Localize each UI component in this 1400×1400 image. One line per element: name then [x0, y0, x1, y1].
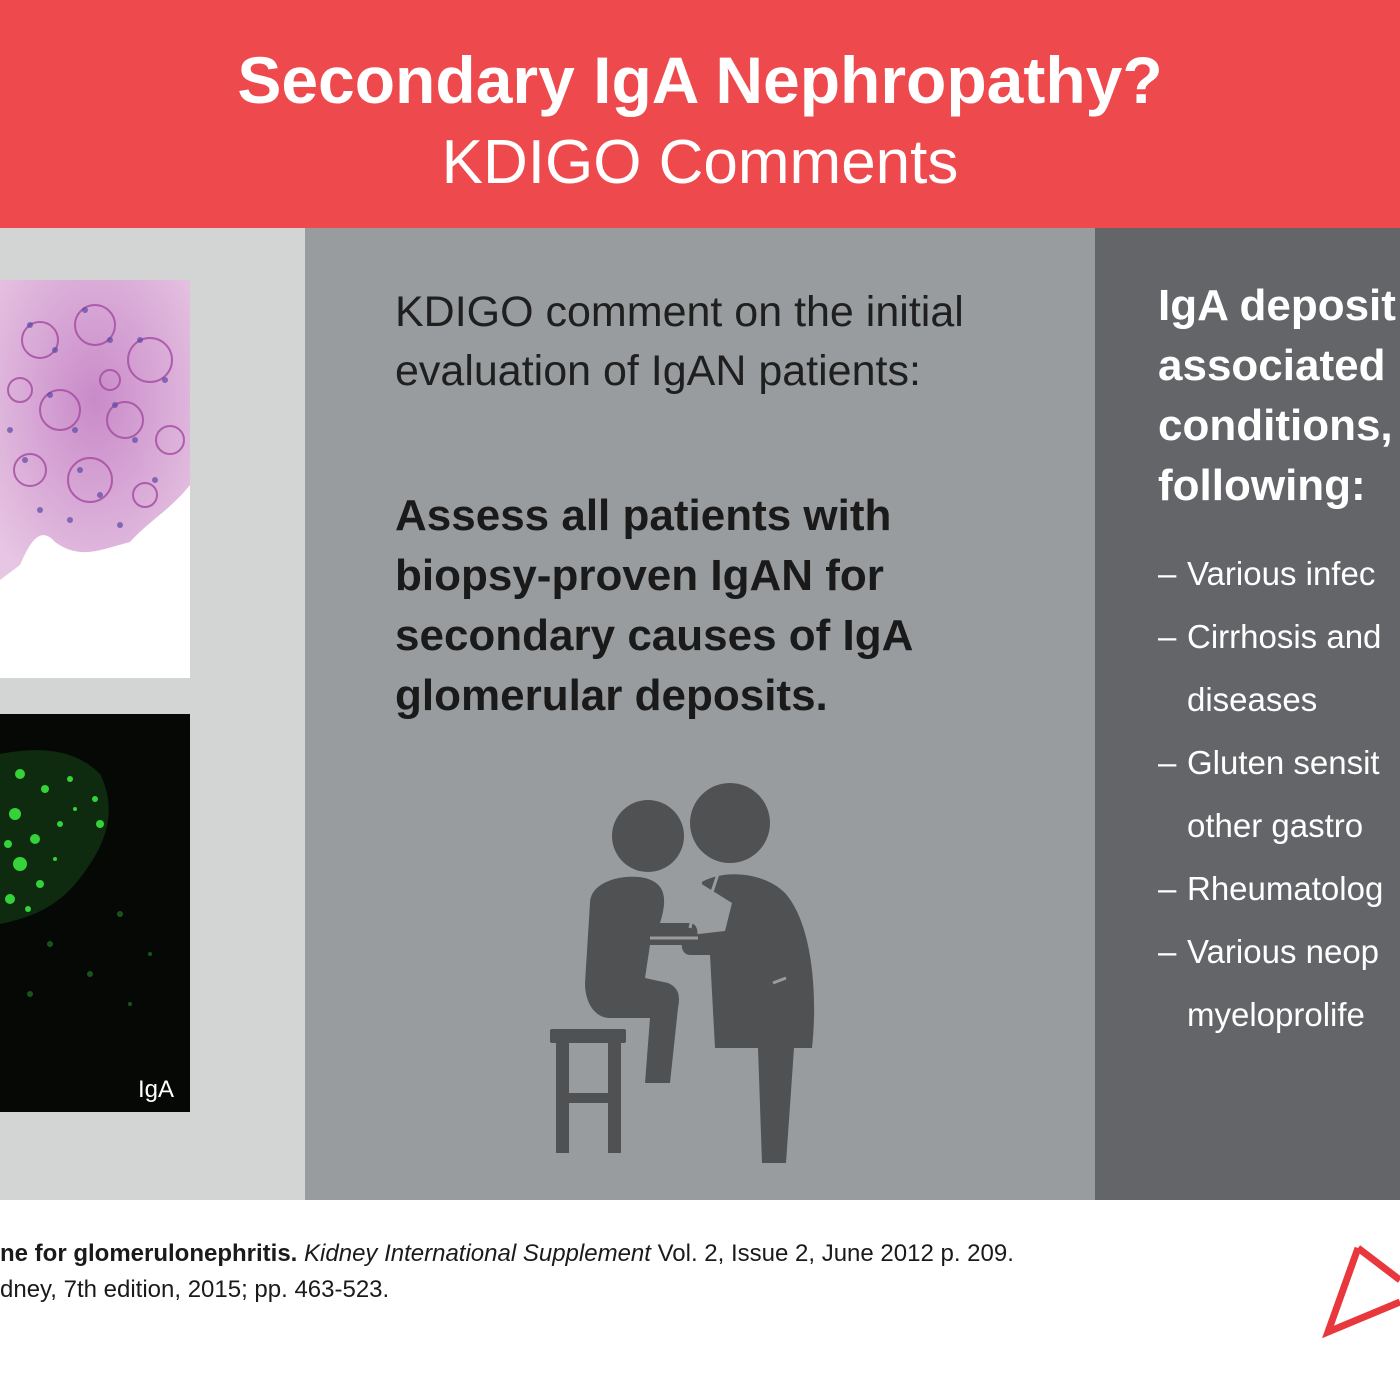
- kdigo-recommendation: Assess all patients with biopsy-proven IgAN for secondary causes of IgA glomerular deposits.: [395, 491, 912, 720]
- conditions-list: [1158, 542, 1400, 1046]
- iga-immunofluorescence-micrograph: [0, 714, 190, 1112]
- references: [0, 1236, 1300, 1308]
- iga-image-label: IgA: [137, 1076, 174, 1103]
- list-item-text: myeloprolife: [1187, 996, 1365, 1033]
- he-stain-image: [0, 280, 190, 678]
- list-item-continued: [1158, 794, 1400, 857]
- list-item-continued: [1158, 983, 1400, 1046]
- list-item-text: other gastro: [1187, 807, 1364, 844]
- list-item-text: Rheumatolog: [1187, 870, 1384, 907]
- images-panel: [0, 228, 305, 1200]
- list-item-text: Gluten sensit: [1187, 744, 1380, 781]
- kdigo-intro-text: KDIGO comment on the initial evaluation of IgAN patients:: [395, 288, 964, 395]
- reference-line-2: dney, 7th edition, 2015; pp. 463-523.: [0, 1276, 390, 1303]
- list-item: – Cirrhosis and: [1158, 618, 1382, 655]
- list-item: – Rheumatolog: [1158, 870, 1384, 907]
- list-item-text: diseases: [1187, 681, 1318, 718]
- list-item-text: Cirrhosis and: [1187, 618, 1382, 655]
- page-subtitle: KDIGO Comments: [441, 128, 959, 197]
- iga-stain-image: [0, 714, 190, 1112]
- header-banner: [0, 0, 1400, 228]
- list-item: – Gluten sensit: [1158, 744, 1380, 781]
- doctor-patient-icon: [550, 783, 870, 1163]
- list-item-text: Various neop: [1187, 933, 1380, 970]
- list-item: – Various infec: [1158, 555, 1376, 592]
- conditions-heading-line: IgA deposit: [1158, 281, 1396, 330]
- reference-line-1: [0, 1236, 1300, 1272]
- reference-details: Vol. 2, Issue 2, June 2012 p. 209.: [657, 1240, 1014, 1267]
- he-stain-micrograph: [0, 280, 190, 678]
- triangle-logo-icon: [1318, 1240, 1400, 1340]
- reference-title: ne for glomerulonephritis.: [0, 1240, 298, 1267]
- conditions-heading-line: associated: [1158, 341, 1386, 390]
- conditions-heading-line: conditions,: [1158, 401, 1393, 450]
- list-item: – Various neop: [1158, 933, 1380, 970]
- list-item-continued: [1158, 668, 1400, 731]
- page-title: Secondary IgA Nephropathy?: [237, 43, 1163, 117]
- list-item-text: Various infec: [1187, 555, 1376, 592]
- conditions-heading-line: following:: [1158, 461, 1366, 510]
- reference-journal: Kidney International Supplement: [304, 1240, 651, 1267]
- conditions-heading: [1158, 276, 1400, 516]
- kdigo-comment-panel: [305, 228, 1095, 1200]
- associated-conditions-panel: [1095, 228, 1400, 1200]
